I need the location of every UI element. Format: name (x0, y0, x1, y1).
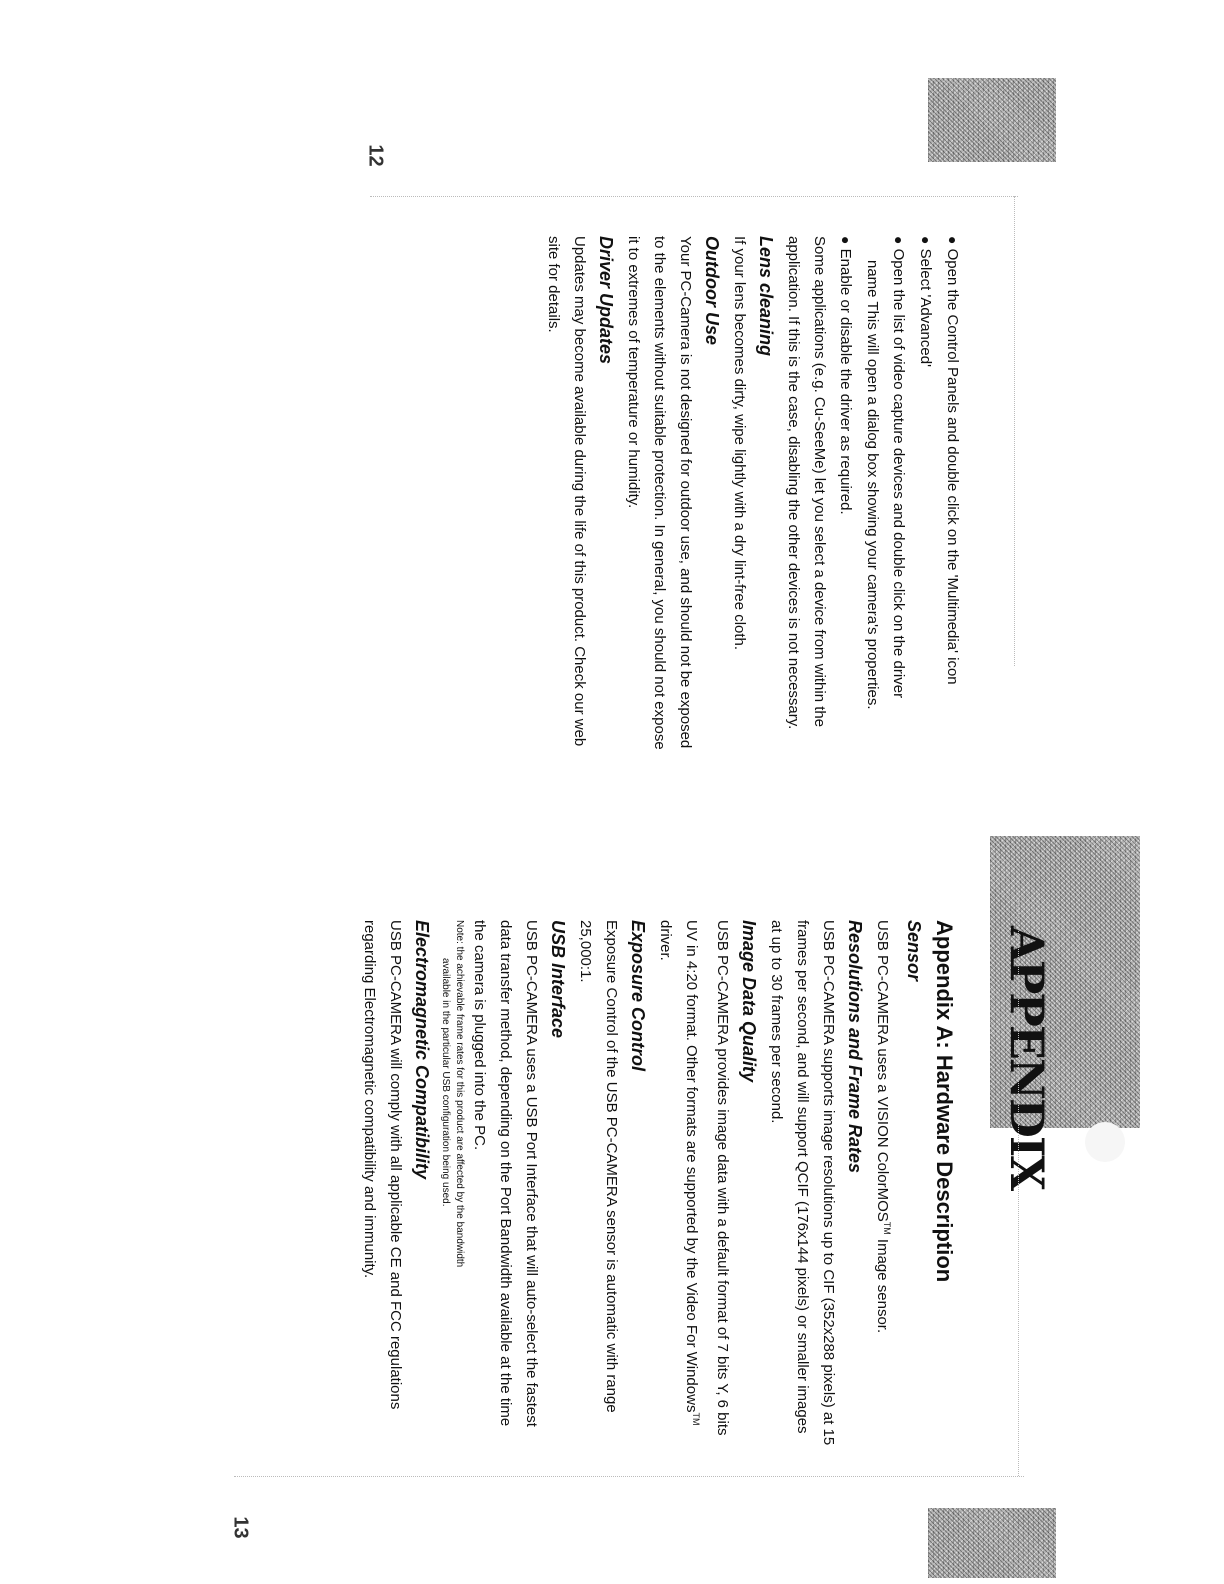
bullet-item: ● Open the list of video capture devices and double click on the driver name This will open a dialog box showing your camera's properties. (859, 236, 912, 756)
right-page-content (356, 920, 960, 1450)
applications-paragraph: Some applications (e.g. Cu-SeeMe) let you select a device from within the application. If this is the case, disabling the other devices is not necessary. (785, 236, 828, 730)
appendix-banner-text: APPENDIX (1000, 926, 1054, 1190)
resolutions-body: USB PC-CAMERA supports image resolutions up to CIF (352x288 pixels) at 15 frames per second, and will support QCIF (176x144 pixels) or smaller images at up to 30 frames per second. (768, 920, 837, 1446)
corner-texture-top (928, 78, 1056, 162)
bullet-item: ● Select 'Advanced' (917, 236, 934, 367)
section-heading: Outdoor Use (702, 236, 722, 346)
bullet-text: Select 'Advanced' (917, 248, 934, 367)
page-number-left: 12 (364, 144, 387, 167)
usb-body: USB PC-CAMERA uses a USB Port Interface that will auto-select the fastest data transfer method, depending on the Port Bandwidth available at the time the camera is plugged into the PC. (471, 920, 540, 1427)
usb-note-cont: available in the particular USB configuration being used. (440, 958, 451, 1207)
bullet-text: Enable or disable the driver as required. (837, 248, 854, 515)
exposure-body: Exposure Control of the USB PC-CAMERA sensor is automatic with range 25,000:1. (577, 920, 620, 1413)
divider-right-bottom (234, 1476, 1024, 1477)
bullet-item: ● Enable or disable the driver as required. (837, 236, 854, 515)
sensor-body (869, 920, 900, 1450)
image-quality-body (652, 920, 735, 1450)
bullet-text: Open the Control Panels and double click on the 'Multimedia' icon (944, 248, 961, 685)
section-body: Your PC-Camera is not designed for outdoor use, and should not be exposed to the elements without suitable protection. In general, you should not expose it to extremes of temperature or humidity. (625, 236, 694, 750)
section-body: If your lens becomes dirty, wipe lightly with a dry lint-free cloth. (731, 236, 748, 651)
image-quality-text-end: driver. (657, 920, 674, 961)
image-quality-text: USB PC-CAMERA provides image data with a default format of 7 bits Y, 6 bits UV in 4:20 format. Other formats are supported by the Video For Windows (683, 920, 731, 1436)
divider-right-side (1018, 900, 1019, 1476)
section-heading: Lens cleaning (756, 236, 776, 357)
section-heading: Sensor (904, 920, 924, 982)
left-page-content (540, 236, 966, 756)
section-heading: Resolutions and Frame Rates (845, 920, 865, 1174)
section-heading: Exposure Control (628, 920, 648, 1072)
banner-circle-mark (1085, 1122, 1125, 1162)
section-heading: USB Interface (548, 920, 568, 1039)
bullet-item: ● Open the Control Panels and double click on the 'Multimedia' icon (944, 236, 961, 685)
trademark: TM (882, 1221, 892, 1235)
section-heading: Electromagnetic Compatibility (412, 920, 432, 1180)
page-number-right: 13 (229, 1516, 252, 1539)
divider-left-side (1014, 196, 1015, 666)
bullet-text-cont: name This will open a dialog box showing your camera's properties. (864, 260, 881, 710)
corner-texture-bottom (928, 1508, 1056, 1578)
usb-note (438, 920, 466, 1450)
divider-left-top (370, 196, 1018, 197)
section-body: Updates may become available during the life of this product. Check our web site for details. (545, 236, 588, 747)
section-heading: Driver Updates (596, 236, 616, 365)
section-heading: Image Data Quality (739, 920, 759, 1083)
bullet-text: Open the list of video capture devices and double click on the driver (890, 248, 907, 699)
trademark: TM (691, 1412, 701, 1426)
emc-body: USB PC-CAMERA will comply with all applicable CE and FCC regulations regarding Electromagnetic compatibility and immunity. (361, 920, 404, 1410)
usb-note-text: Note: the achievable frame rates for this product are affected by the bandwidth (454, 920, 465, 1268)
sensor-text-end: Image sensor. (874, 1234, 891, 1334)
sensor-text: USB PC-CAMERA uses a VISION ColorMOS (874, 920, 891, 1222)
page-title: Appendix A: Hardware Description (932, 920, 957, 1283)
